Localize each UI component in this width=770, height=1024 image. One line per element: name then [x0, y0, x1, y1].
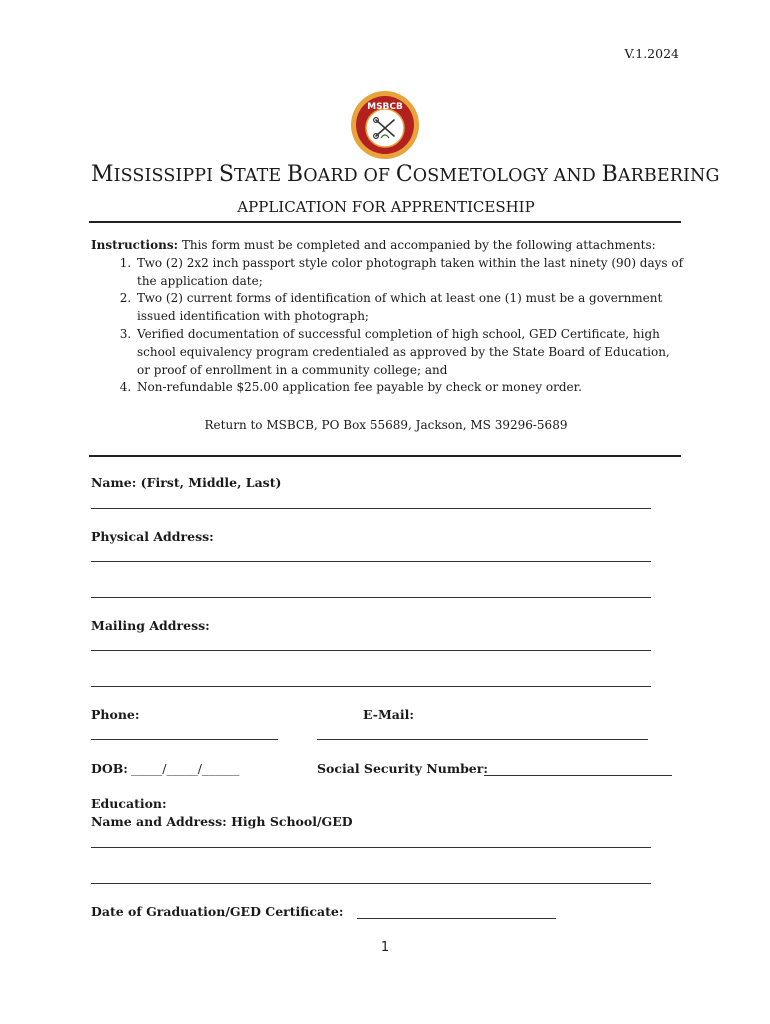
- return-address: Return to MSBCB, PO Box 55689, Jackson, MS 39296-5689: [204, 418, 568, 432]
- dob-field[interactable]: _____/_____/______: [131, 761, 240, 776]
- title-rule: [89, 221, 681, 223]
- msbcb-seal-logo: [350, 90, 420, 160]
- physical-address-field-1[interactable]: [91, 561, 651, 562]
- school-label: Name and Address: High School/GED: [91, 814, 353, 829]
- phone-field[interactable]: [91, 739, 278, 740]
- version-label: V.1.2024: [624, 46, 679, 61]
- physical-address-label: Physical Address:: [91, 529, 214, 544]
- ssn-field[interactable]: [484, 775, 672, 776]
- instructions-block: [91, 237, 686, 397]
- ssn-label: Social Security Number:: [317, 761, 488, 776]
- mailing-address-field-2[interactable]: [91, 686, 651, 687]
- email-field[interactable]: [317, 739, 648, 740]
- form-title: APPLICATION FOR APPRENTICESHIP: [237, 198, 535, 216]
- instructions-lead: Instructions: This form must be completed and accompanied by the following attachments:: [91, 238, 656, 252]
- phone-label: Phone:: [91, 707, 140, 722]
- education-label: Education:: [91, 796, 167, 811]
- physical-address-field-2[interactable]: [91, 597, 651, 598]
- mailing-address-label: Mailing Address:: [91, 618, 210, 633]
- name-label: Name: (First, Middle, Last): [91, 475, 282, 490]
- page-number: 1: [380, 940, 390, 955]
- attachments-list: [91, 255, 686, 397]
- list-item: 1. Two (2) 2x2 inch passport style color photograph taken within the last ninety (90) days of the application date;: [135, 255, 686, 291]
- name-field[interactable]: [91, 508, 651, 509]
- section-rule: [89, 455, 681, 457]
- agency-name: MISSISSIPPI STATE BOARD OF COSMETOLOGY AND BARBERING: [91, 162, 720, 187]
- list-item: 4. Non-refundable $25.00 application fee payable by check or money order.: [135, 379, 686, 397]
- dob-label: DOB:: [91, 761, 128, 776]
- email-label: E-Mail:: [363, 707, 414, 722]
- graduation-date-field[interactable]: [357, 918, 556, 919]
- school-field-1[interactable]: [91, 847, 651, 848]
- seal-text: MSBCB: [367, 102, 403, 112]
- school-field-2[interactable]: [91, 883, 651, 884]
- list-item: 2. Two (2) current forms of identification of which at least one (1) must be a government issued identification with photograph;: [135, 290, 686, 326]
- graduation-date-label: Date of Graduation/GED Certificate:: [91, 904, 344, 919]
- list-item: 3. Verified documentation of successful completion of high school, GED Certificate, high school equivalency program credentialed as approved by the State Board of Education, or proof of enrollment in a community college; and: [135, 326, 686, 379]
- mailing-address-field-1[interactable]: [91, 650, 651, 651]
